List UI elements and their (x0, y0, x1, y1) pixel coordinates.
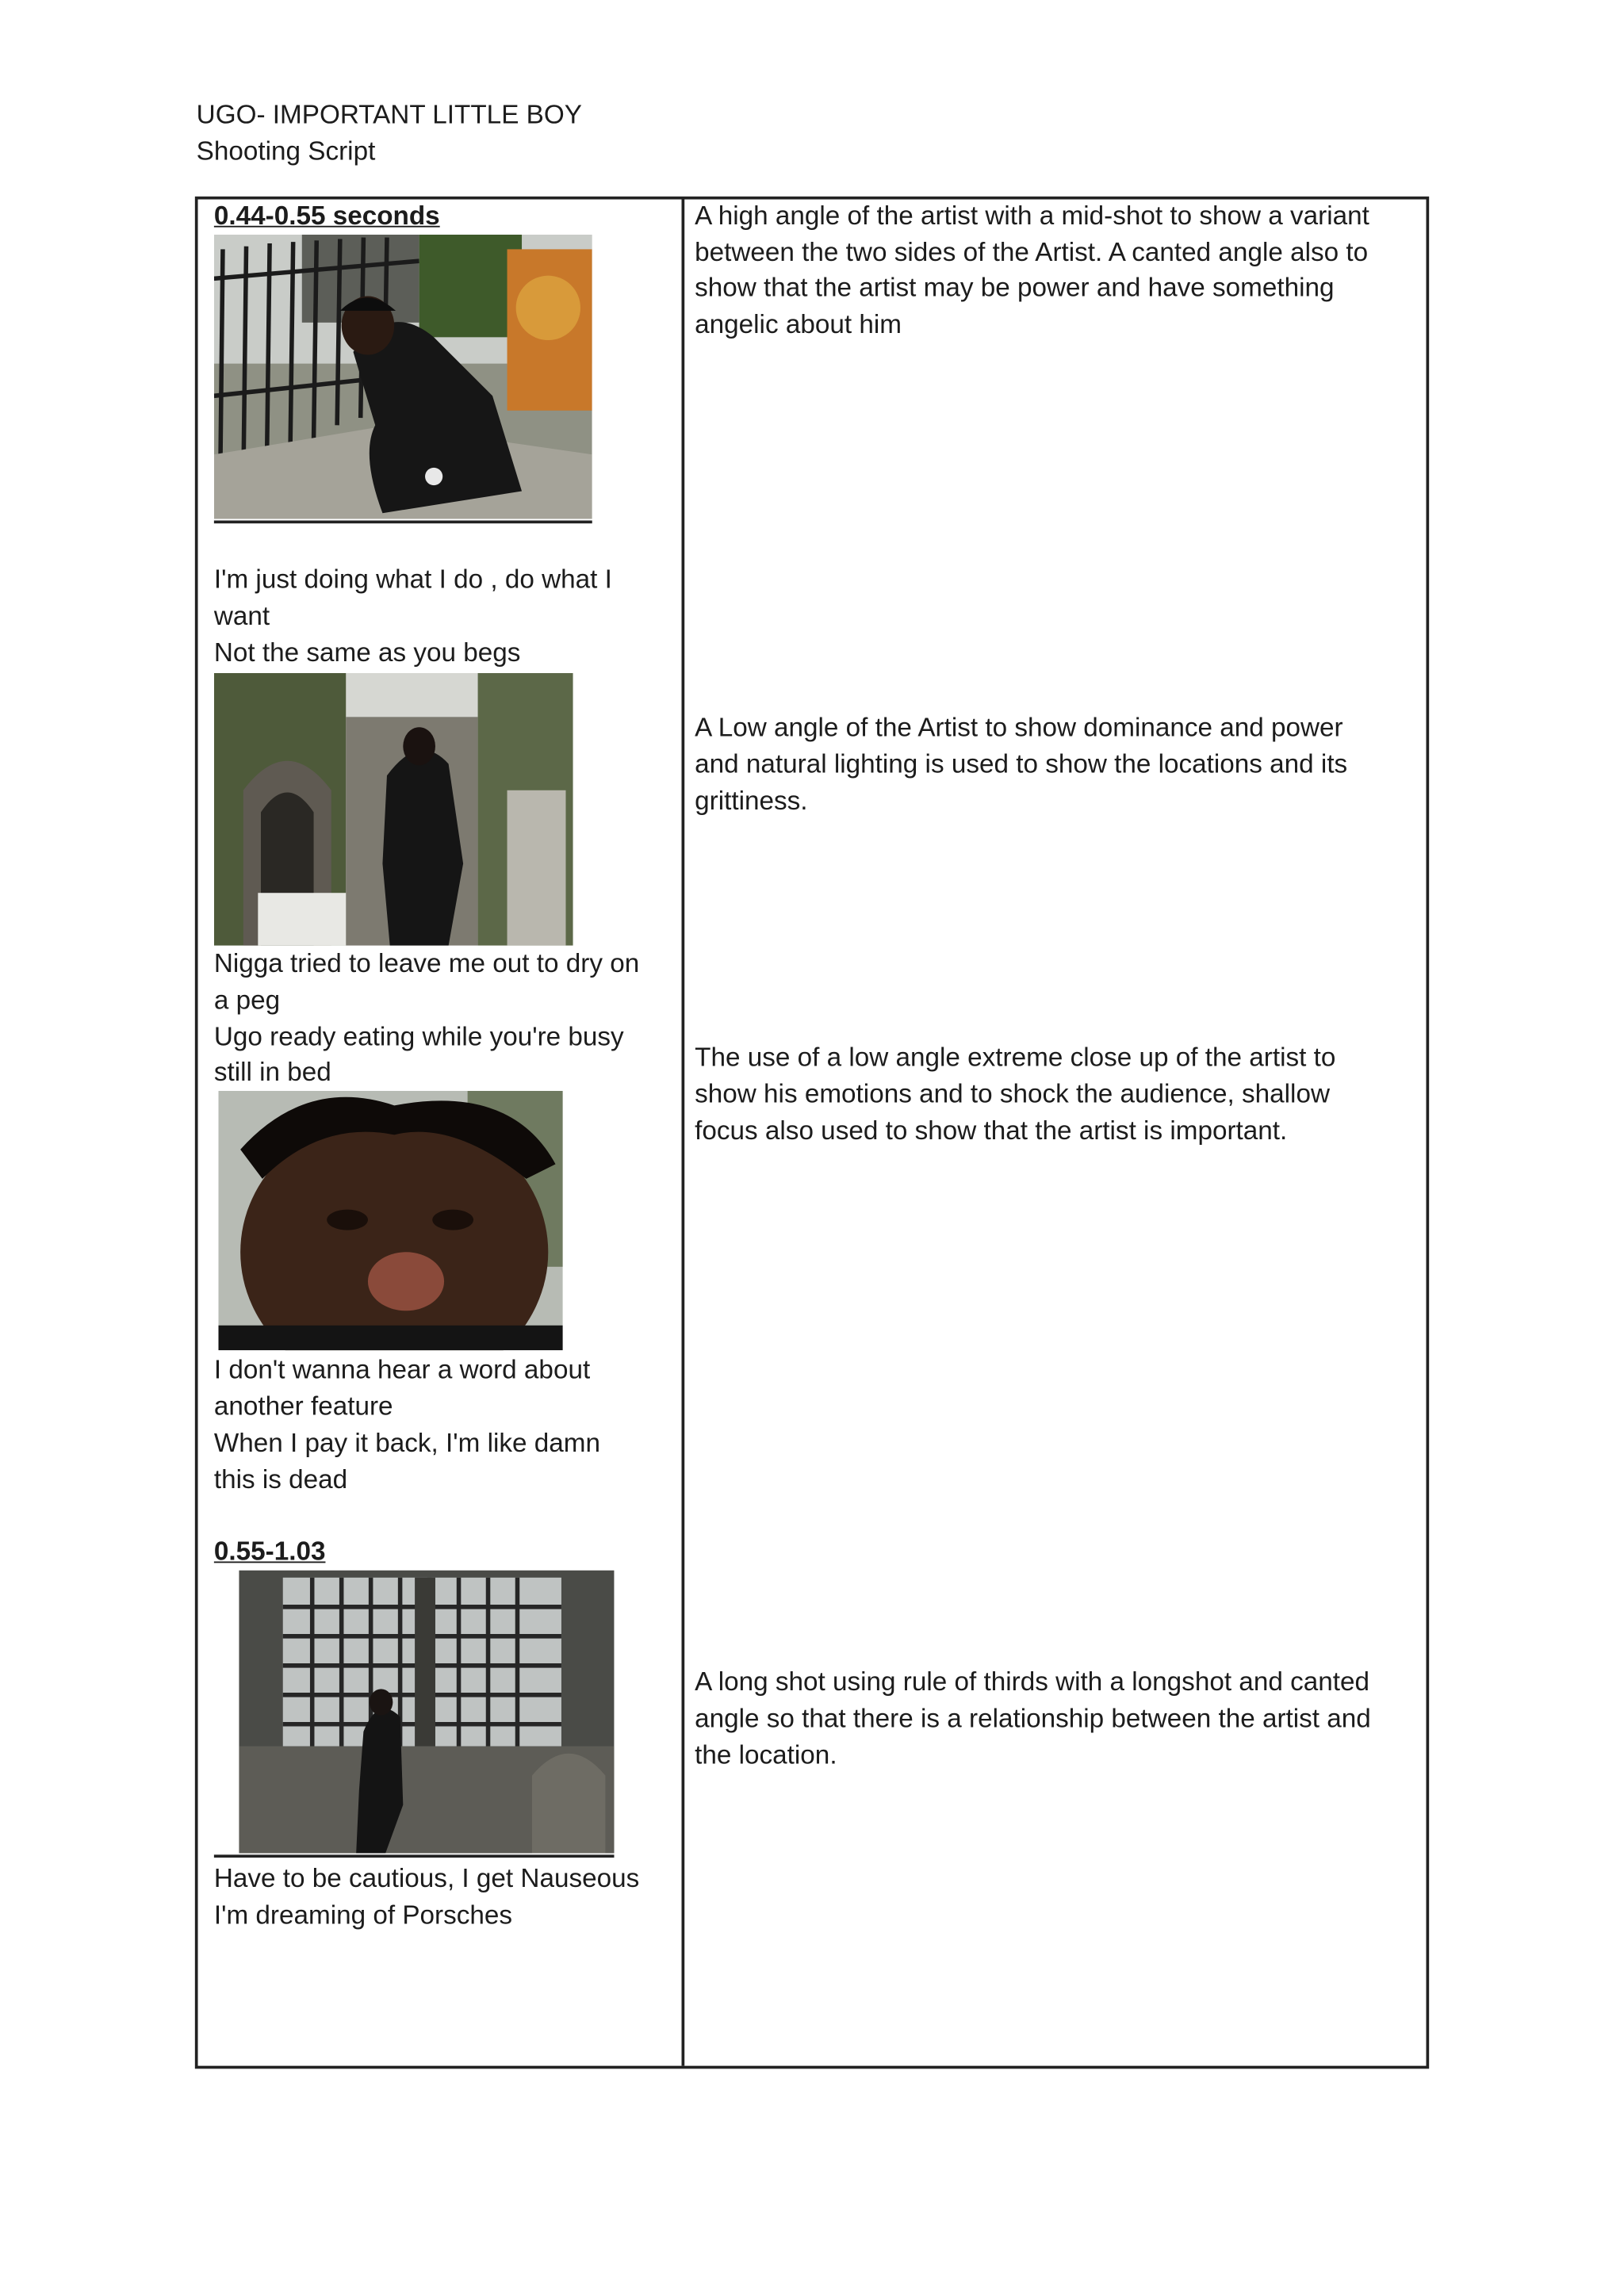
scene-3-shot-image (218, 1091, 562, 1350)
scene-3-lyric-line-3: When I pay it back, I'm like damn (213, 1428, 601, 1458)
scene-3-description-line-1: The use of a low angle extreme close up of the artist to (695, 1042, 1336, 1072)
document-title: UGO- IMPORTANT LITTLE BOY (196, 99, 582, 129)
scene-4-shot-image (239, 1571, 614, 1854)
artist-standing-in-ruins-photo (214, 673, 573, 946)
artist-crouching-by-railings-photo (214, 235, 592, 519)
scene-4-description-line-3: the location. (695, 1740, 837, 1770)
scene-3-lyric-line-1: I don't wanna hear a word about (213, 1354, 591, 1384)
scene-1-description-line-1: A high angle of the artist with a mid-shot to show a variant (695, 201, 1369, 231)
scene-2-lyric-line-1: Nigga tried to leave me out to dry on (213, 948, 640, 978)
scene-2-description-line-2: and natural lighting is used to show the locations and its (695, 748, 1348, 779)
artist-by-church-windows-photo (239, 1571, 614, 1854)
document-subtitle: Shooting Script (196, 136, 376, 166)
scene-3-description-line-3: focus also used to show that the artist is important. (695, 1115, 1288, 1146)
scene-1-lyric-line-1: I'm just doing what I do , do what I (213, 564, 612, 594)
scene-1-description-line-3: show that the artist may be power and have something (695, 272, 1335, 302)
scene-1-description-line-4: angelic about him (695, 309, 902, 339)
scene-3-lyric-line-2: another feature (213, 1391, 393, 1421)
scene-3-description-line-2: show his emotions and to shock the audience, shallow (695, 1079, 1330, 1109)
scene-2-description-line-3: grittiness. (695, 786, 808, 816)
scene-1-lyric-line-3: Not the same as you begs (213, 637, 521, 668)
scene-1-description-line-2: between the two sides of the Artist. A canted angle also to (695, 237, 1369, 267)
scene-4-lyric-line-2: I'm dreaming of Porsches (213, 1900, 513, 1930)
scene-4-description-line-1: A long shot using rule of thirds with a longshot and canted (695, 1667, 1369, 1697)
scene-4-image-rule (214, 1854, 615, 1858)
column-divider (682, 200, 685, 2066)
scene-4-description-line-2: angle so that there is a relationship between the artist and (695, 1703, 1371, 1733)
scene-2-lyric-line-4: still in bed (213, 1057, 331, 1087)
scene-4-timestamp: 0.55-1.03 (213, 1536, 326, 1567)
scene-3-lyric-line-4: this is dead (213, 1464, 348, 1494)
document-header (197, 97, 582, 170)
scene-1-timestamp: 0.44-0.55 seconds (213, 201, 440, 231)
scene-1-image-rule (214, 521, 592, 524)
scene-2-lyric-line-3: Ugo ready eating while you're busy (213, 1021, 624, 1051)
scene-2-description-line-1: A Low angle of the Artist to show dominance and power (695, 712, 1343, 742)
scene-2-lyric-line-2: a peg (213, 985, 281, 1015)
scene-2-shot-image (214, 673, 573, 946)
scene-4-lyric-line-1: Have to be cautious, I get Nauseous (213, 1863, 640, 1893)
scene-1-lyric-line-2: want (213, 601, 270, 631)
artist-face-closeup-photo (218, 1091, 562, 1350)
scene-1-shot-image (214, 235, 592, 519)
